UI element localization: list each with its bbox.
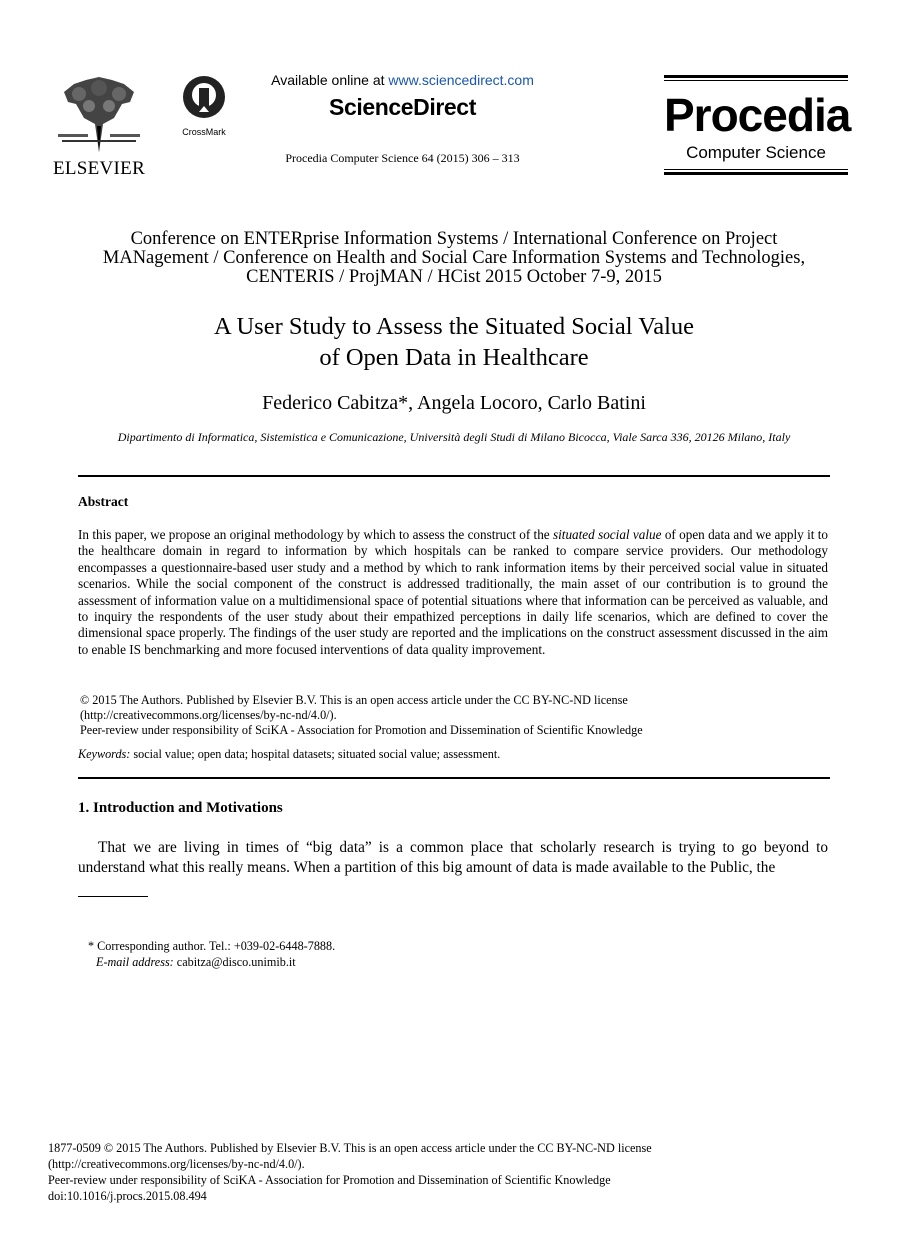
keywords [78, 747, 828, 762]
keywords-label: Keywords: [78, 747, 131, 761]
procedia-wordmark: Procedia [664, 89, 851, 141]
title-line: A User Study to Assess the Situated Social Value [214, 313, 694, 340]
procedia-logo [664, 75, 851, 175]
footer-license: 1877-0509 © 2015 The Authors. Published by Elsevier B.V. This is an open access article under the CC BY-NC-ND license [48, 1141, 652, 1155]
sciencedirect-logo: ScienceDirect [329, 94, 476, 120]
license-line: © 2015 The Authors. Published by Elsevier B.V. This is an open access article under the CC BY-NC-ND license [80, 693, 628, 707]
email-address[interactable]: cabitza@disco.unimib.it [173, 955, 296, 969]
crossmark-label: CrossMark [182, 127, 226, 137]
procedia-rule-top [664, 75, 848, 78]
conference-line: Conference on ENTERprise Information Systems / International Conference on Project [130, 229, 778, 249]
sciencedirect-link[interactable]: www.sciencedirect.com [388, 72, 534, 88]
elsevier-tree-icon [54, 74, 144, 154]
affiliation: Dipartimento di Informatica, Sistemistica e Comunicazione, Università degli Studi di Milano Bicocca, Viale Sarca 336, 20126 Milano, Italy [117, 430, 791, 444]
crossmark-badge[interactable] [176, 74, 232, 137]
keywords-list: social value; open data; hospital datasets; situated social value; assessment. [130, 747, 501, 761]
divider-bottom [78, 777, 830, 779]
conference-line: CENTERIS / ProjMAN / HCist 2015 October 7-9, 2015 [246, 267, 662, 287]
intro-paragraph: That we are living in times of “big data” is a common place that scholarly research is trying to go beyond to understand what this really means. When a partition of this big amount of data is made available to the Public, the [78, 839, 828, 876]
elsevier-logo [52, 74, 146, 178]
footer-peer-review: Peer-review under responsibility of SciKA - Association for Promotion and Dissemination of Scientific Knowledge [48, 1173, 611, 1187]
email-line [88, 954, 688, 970]
procedia-rule-bottom [664, 172, 848, 175]
page-footer [48, 1140, 848, 1204]
publisher-name: ELSEVIER [52, 158, 146, 179]
authors: Federico Cabitza*, Angela Locoro, Carlo Batini [262, 392, 646, 414]
license-link[interactable]: (http://creativecommons.org/licenses/by-nc-nd/4.0/). [80, 708, 337, 722]
crossmark-icon [181, 74, 227, 120]
corresponding-author: * Corresponding author. Tel.: +039-02-6448-7888. [88, 939, 336, 953]
procedia-rule-top-thin [664, 80, 848, 81]
procedia-subtitle: Computer Science [686, 143, 826, 162]
abstract-heading: Abstract [78, 494, 129, 509]
available-online-line [235, 72, 570, 88]
footnote [88, 938, 688, 970]
abstract-body [78, 527, 828, 658]
footer-doi[interactable]: doi:10.1016/j.procs.2015.08.494 [48, 1189, 207, 1203]
procedia-rule-bottom-thin [664, 169, 848, 170]
section-heading: 1. Introduction and Motivations [78, 800, 283, 816]
abstract-text-end: of open data and we apply it to the healthcare domain in regard to information by which hospitals can be ranked to compare service providers. Our methodology encompasses a questionnaire-based user study and a method by which to rank information items by their perceived social value in situated scenarios. While the social component of the construct is addressed traditionally, the main asset of our contribution is to ground the assessment of information value on a multidimensional space of potential situations where that information can be perceived as valuable, and to inquiry the respondents of the user study about their empathized perceptions in daily life scenarios, which are defined to cover the dimensional space properly. The findings of the user study are reported and the implications on the construct assessment discussed in the aim to enable IS benchmarking and more focused interventions of data quality improvement. [78, 527, 828, 657]
email-label: E-mail address: [96, 955, 174, 969]
conference-line: MANagement / Conference on Health and Social Care Information Systems and Technologies, [102, 248, 806, 268]
footer-license-link[interactable]: (http://creativecommons.org/licenses/by-nc-nd/4.0/). [48, 1157, 305, 1171]
license-block [80, 693, 828, 738]
title-line: of Open Data in Healthcare [319, 344, 589, 371]
journal-reference: Procedia Computer Science 64 (2015) 306 – 313 [285, 151, 520, 165]
peer-review-line: Peer-review under responsibility of SciKA - Association for Promotion and Dissemination of Scientific Knowledge [80, 723, 643, 737]
available-prefix: Available online at [271, 72, 389, 88]
header-center [235, 72, 570, 166]
footnote-divider [78, 896, 148, 897]
abstract-text-emphasis: situated social value [553, 527, 662, 542]
divider-top [78, 475, 830, 477]
conference-name [78, 230, 830, 287]
paper-title [78, 311, 830, 373]
abstract-text-start: In this paper, we propose an original methodology by which to assess the construct of the [78, 527, 553, 542]
